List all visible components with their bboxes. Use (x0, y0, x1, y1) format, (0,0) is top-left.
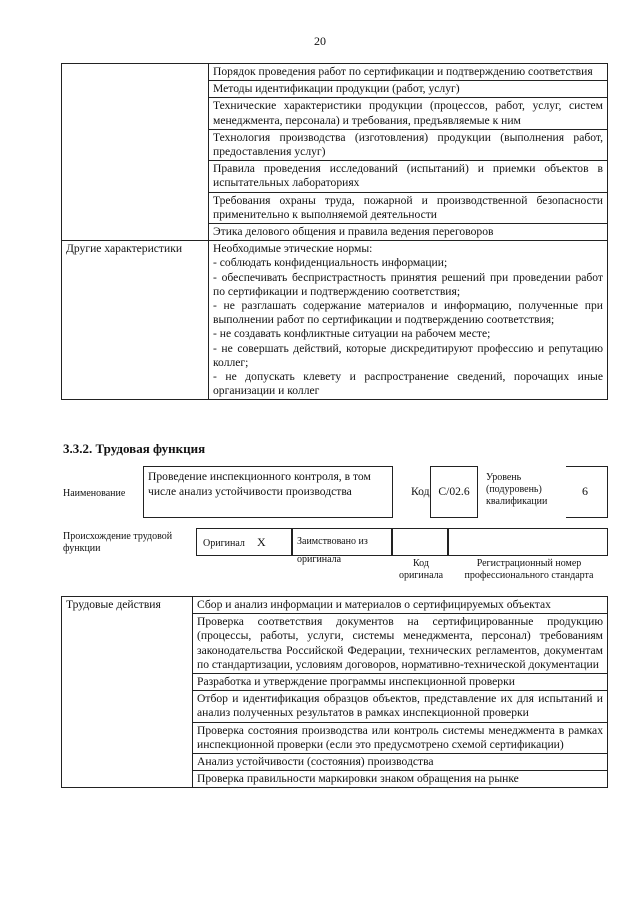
original-box (196, 528, 292, 556)
ethics-line: - обеспечивать беспристрастность принятия решений при проведении работ по сертификации и подтверждению соответствия; (213, 270, 603, 298)
reg-number-label: Регистрационный номер профессионального стандарта (464, 558, 594, 581)
knowledge-item: Технические характеристики продукции (процессов, работ, услуг, систем менеджмента, персонала) и требования, предъявляемые к ним (209, 98, 608, 129)
code-label: Код (411, 485, 430, 498)
code-original-box (392, 528, 448, 556)
level-label: Уровень (подуровень) квалификации (486, 472, 548, 507)
knowledge-item: Требования охраны труда, пожарной и производственной безопасности применительно к выполняемой деятельности (209, 192, 608, 223)
action-item: Проверка правильности маркировки знаком обращения на рынке (193, 771, 608, 788)
action-item: Анализ устойчивости (состояния) производства (193, 754, 608, 771)
ethics-line: - не разглашать содержание материалов и информацию, полученные при выполнении работ по сертификации и подтверждению соответствия; (213, 299, 603, 327)
knowledge-item: Методы идентификации продукции (работ, услуг) (209, 81, 608, 98)
name-label: Наименование (63, 488, 126, 499)
knowledge-label-cell (62, 64, 209, 241)
ethics-line: - не создавать конфликтные ситуации на рабочем месте; (213, 327, 491, 341)
ethics-line: - не совершать действий, которые дискредитируют профессию и репутацию коллег; (213, 341, 603, 369)
action-item: Проверка соответствия документов на сертифицированные продукцию (процессы, работы, услуги, системы менеджмента, персонал) требованиям законодательства Российской Федерации, технических регламентов, документам по стандартизации, условиям договоров, нормативно-технической документации (193, 614, 608, 674)
table-row (62, 241, 608, 400)
section-heading: 3.3.2. Трудовая функция (63, 441, 206, 456)
reg-number-box (448, 528, 608, 556)
action-item: Сбор и анализ информации и материалов о сертифицируемых объектах (193, 597, 608, 614)
knowledge-item: Этика делового общения и правила ведения переговоров (209, 224, 608, 241)
borrowed-box (292, 528, 392, 565)
actions-label: Трудовые действия (62, 597, 193, 788)
table-row (62, 64, 608, 81)
other-characteristics-label: Другие характеристики (62, 241, 209, 400)
ethics-line: - соблюдать конфиденциальность информации; (213, 256, 448, 270)
ethics-line: - не допускать клевету и распространение сведений, порочащих иные организации и коллег (213, 370, 603, 398)
knowledge-table (61, 63, 608, 400)
original-label: Оригинал (203, 538, 245, 549)
ethics-line: Необходимые этические нормы: (213, 242, 373, 256)
action-item: Проверка состояния производства или контроль системы менеджмента в рамках инспекционной проверки (если это предусмотрено схемой сертификации) (193, 722, 608, 753)
code-original-label: Код оригинала (398, 558, 444, 581)
action-item: Отбор и идентификация образцов объектов, представление их для испытаний и анализ полученных результатов в рамках инспекционной проверки (193, 691, 608, 722)
code-value: С/02.6 (438, 485, 470, 498)
level-box (566, 466, 608, 518)
table-row (62, 597, 608, 614)
knowledge-item: Порядок проведения работ по сертификации и подтверждению соответствия (209, 64, 608, 81)
original-mark: X (257, 535, 266, 549)
knowledge-item: Правила проведения исследований (испытаний) и приемки объектов в испытательных лабораториях (209, 161, 608, 192)
level-value: 6 (582, 484, 588, 498)
knowledge-item: Технология производства (изготовления) продукции (выполнения работ, предоставления услуг) (209, 129, 608, 160)
origin-label: Происхождение трудовой функции (63, 531, 173, 554)
action-item: Разработка и утверждение программы инспекционной проверки (193, 674, 608, 691)
function-name-box (143, 466, 393, 518)
actions-table (61, 596, 608, 788)
function-name: Проведение инспекционного контроля, в том числе анализ устойчивости производства (148, 470, 371, 498)
other-characteristics-text (209, 241, 608, 400)
code-box (430, 466, 478, 518)
page-number: 20 (314, 34, 326, 48)
borrowed-label: Заимствовано из оригинала (297, 536, 368, 565)
